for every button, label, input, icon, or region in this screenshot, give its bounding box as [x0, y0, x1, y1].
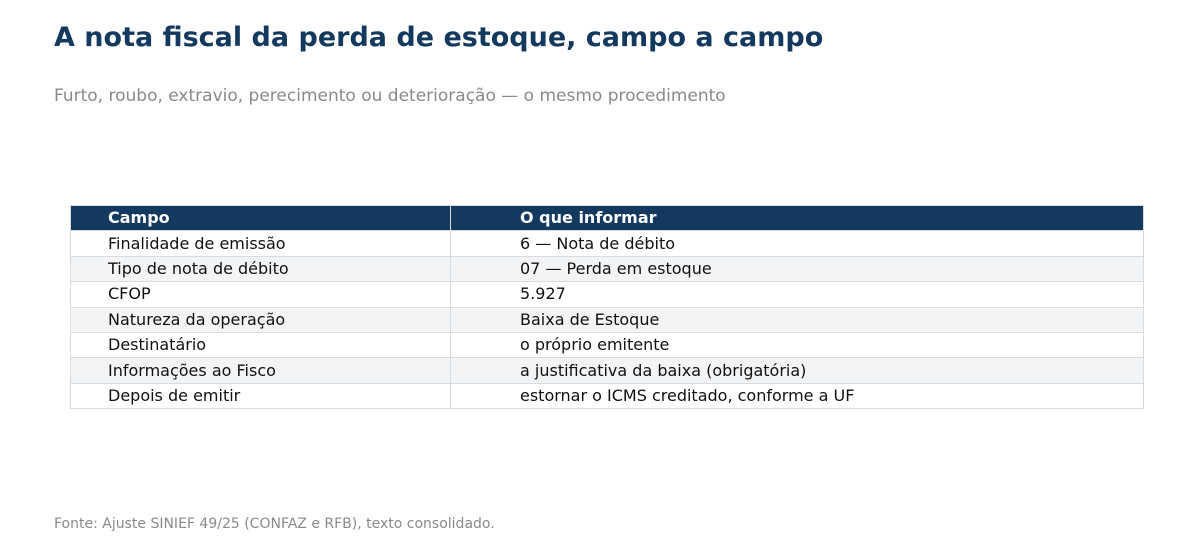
table-cell-valor: estornar o ICMS creditado, conforme a UF	[451, 383, 1144, 408]
table-cell-valor: a justificativa da baixa (obrigatória)	[451, 358, 1144, 383]
table-body	[71, 231, 1144, 409]
table-row	[71, 383, 1144, 408]
table-row	[71, 332, 1144, 357]
chart-subtitle: Furto, roubo, extravio, perecimento ou deterioração — o mesmo procedimento	[54, 86, 726, 106]
table-row	[71, 256, 1144, 281]
column-header-o-que-informar: O que informar	[451, 206, 1144, 231]
table-header-row	[71, 206, 1144, 231]
fields-table	[70, 205, 1144, 409]
table-cell-campo: Natureza da operação	[71, 307, 451, 332]
chart-title: A nota fiscal da perda de estoque, campo a campo	[54, 22, 824, 53]
table-cell-valor: 6 — Nota de débito	[451, 231, 1144, 256]
table-cell-campo: Depois de emitir	[71, 383, 451, 408]
table-cell-valor: Baixa de Estoque	[451, 307, 1144, 332]
table-row	[71, 358, 1144, 383]
table-cell-campo: Finalidade de emissão	[71, 231, 451, 256]
table-cell-campo: Informações ao Fisco	[71, 358, 451, 383]
table-cell-campo: Destinatário	[71, 332, 451, 357]
table-cell-campo: CFOP	[71, 282, 451, 307]
table-row	[71, 282, 1144, 307]
table-cell-valor: 07 — Perda em estoque	[451, 256, 1144, 281]
table-row	[71, 231, 1144, 256]
table-cell-valor: o próprio emitente	[451, 332, 1144, 357]
table-cell-campo: Tipo de nota de débito	[71, 256, 451, 281]
table-header	[71, 206, 1144, 231]
source-note: Fonte: Ajuste SINIEF 49/25 (CONFAZ e RFB), texto consolidado.	[54, 516, 495, 532]
table-row	[71, 307, 1144, 332]
table-cell-valor: 5.927	[451, 282, 1144, 307]
column-header-campo: Campo	[71, 206, 451, 231]
